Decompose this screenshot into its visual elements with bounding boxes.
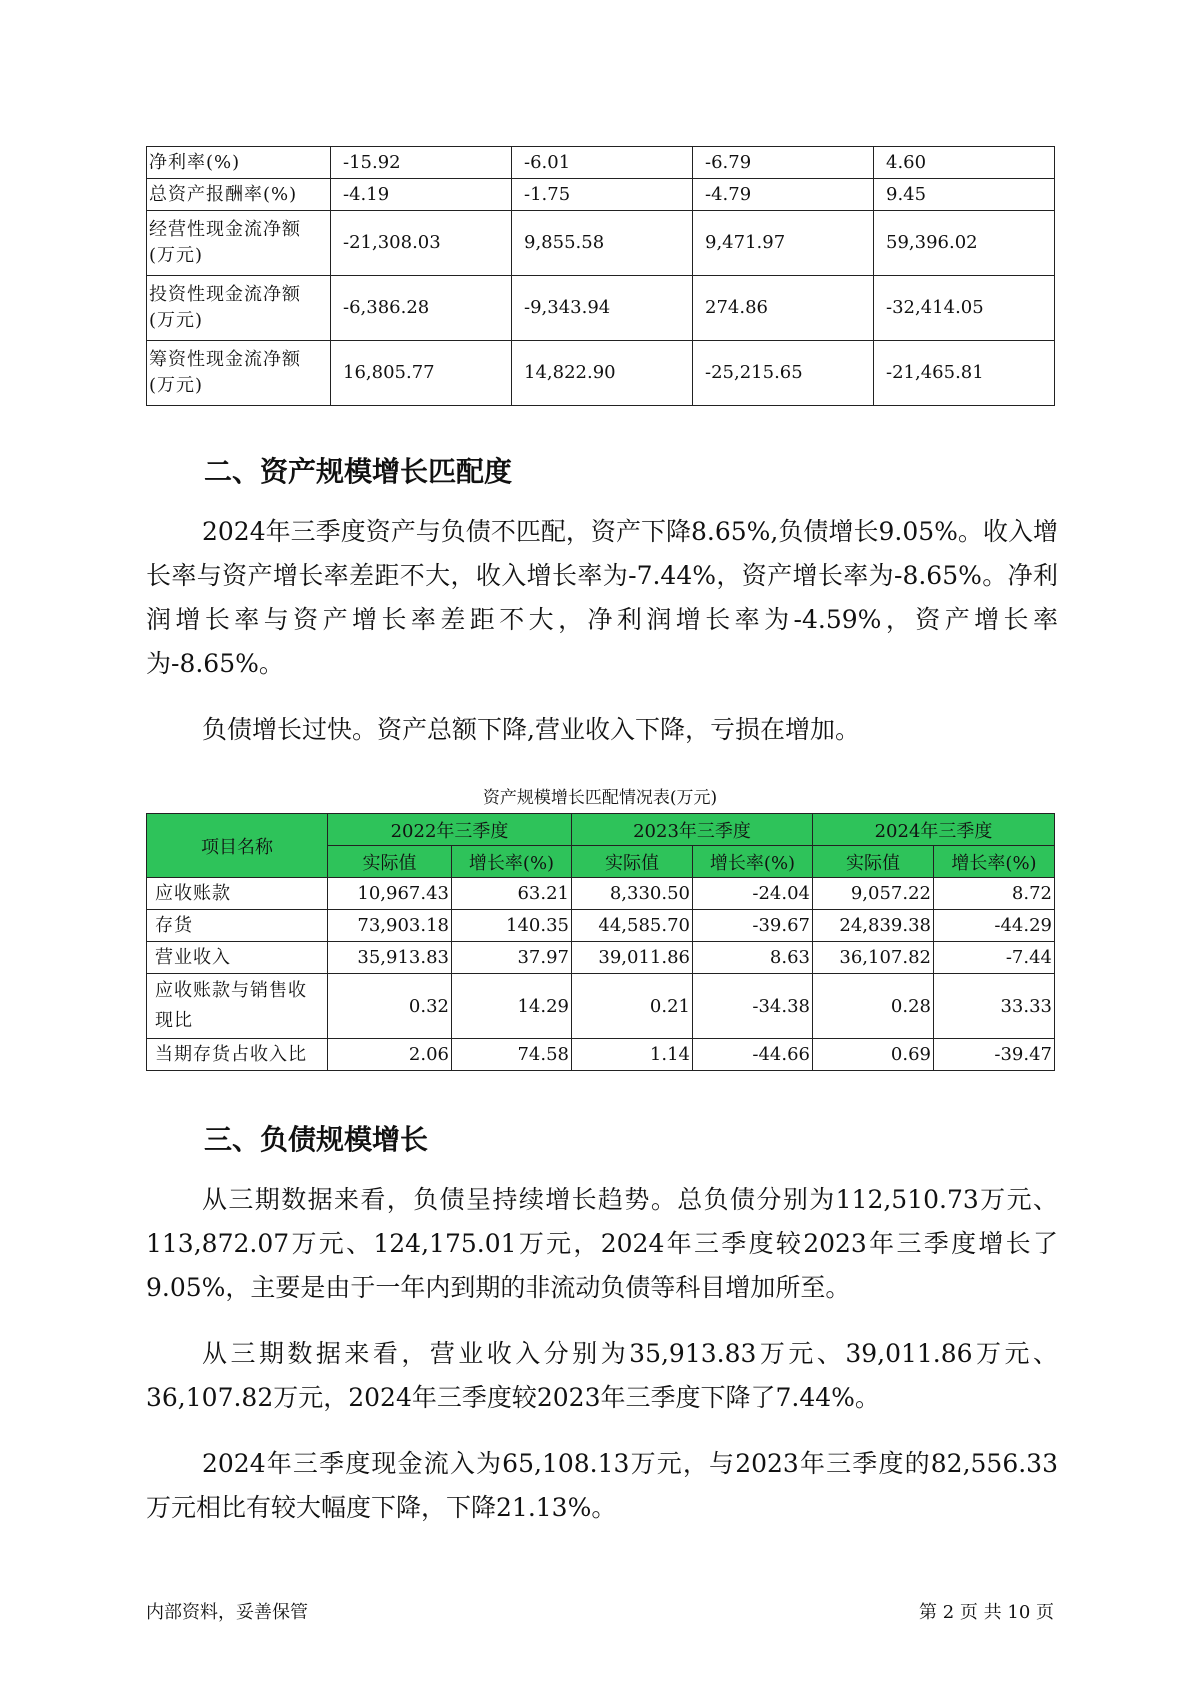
cell-value: 274.86 — [693, 276, 874, 341]
table-row — [147, 1039, 1055, 1071]
cell-value: 36,107.82 — [813, 942, 934, 974]
cell-value: -7.44 — [934, 942, 1055, 974]
table-row — [147, 147, 1055, 179]
footer-page-number: 第 2 页 共 10 页 — [919, 1602, 1054, 1623]
cell-value: -24.04 — [693, 878, 813, 910]
cell-value: -21,308.03 — [331, 211, 512, 276]
cell-value: -39.67 — [693, 910, 813, 942]
growth-rate-header: 增长率(%) — [693, 846, 813, 878]
section-paragraph: 从三期数据来看，营业收入分别为35,913.83万元、39,011.86万元、36,107.82万元，2024年三季度较2023年三季度下降了7.44%。 — [146, 1339, 1058, 1412]
row-label: 存货 — [147, 910, 328, 942]
cell-value: 4.60 — [874, 147, 1055, 179]
cell-value: 63.21 — [452, 878, 572, 910]
cell-value: -44.66 — [693, 1039, 813, 1071]
cell-value: 44,585.70 — [572, 910, 693, 942]
row-label: 营业收入 — [147, 942, 328, 974]
cell-value: -25,215.65 — [693, 341, 874, 406]
section-heading: 三、负债规模增长 — [204, 1123, 429, 1156]
cell-value: 73,903.18 — [328, 910, 452, 942]
cell-value: -6,386.28 — [331, 276, 512, 341]
table-header-row — [147, 814, 1055, 846]
cell-value: -44.29 — [934, 910, 1055, 942]
row-label: 当期存货占收入比 — [147, 1039, 328, 1071]
cell-value: 2.06 — [328, 1039, 452, 1071]
growth-rate-header: 增长率(%) — [934, 846, 1055, 878]
cell-value: -15.92 — [331, 147, 512, 179]
cell-value: -9,343.94 — [512, 276, 693, 341]
cell-value: 0.28 — [813, 974, 934, 1039]
cell-value: 9,855.58 — [512, 211, 693, 276]
table-row — [147, 942, 1055, 974]
footer-confidential-note: 内部资料，妥善保管 — [146, 1602, 308, 1623]
cell-value: 0.32 — [328, 974, 452, 1039]
actual-value-header: 实际值 — [328, 846, 452, 878]
cell-value: 37.97 — [452, 942, 572, 974]
cell-value: -1.75 — [512, 179, 693, 211]
cell-value: 74.58 — [452, 1039, 572, 1071]
cell-value: 9.45 — [874, 179, 1055, 211]
growth-rate-header: 增长率(%) — [452, 846, 572, 878]
row-label: 总资产报酬率(%) — [147, 179, 331, 211]
cell-value: -32,414.05 — [874, 276, 1055, 341]
period-header: 2023年三季度 — [572, 814, 813, 846]
cell-value: 9,057.22 — [813, 878, 934, 910]
cell-value: 0.69 — [813, 1039, 934, 1071]
asset-growth-table — [146, 813, 1055, 1071]
cell-value: 140.35 — [452, 910, 572, 942]
cell-value: 24,839.38 — [813, 910, 934, 942]
section-paragraph: 2024年三季度资产与负债不匹配，资产下降8.65%,负债增长9.05%。收入增长率与资产增长率差距不大，收入增长率为-7.44%，资产增长率为-8.65%。净利润增长率与资产增长率差距不大，净利润增长率为-4.59%，资产增长率为-8.65%。 — [146, 517, 1058, 678]
cell-value: -21,465.81 — [874, 341, 1055, 406]
cell-value: -6.79 — [693, 147, 874, 179]
row-label: 应收账款与销售收现比 — [147, 974, 328, 1039]
cell-value: -39.47 — [934, 1039, 1055, 1071]
cell-value: -6.01 — [512, 147, 693, 179]
cell-value: 9,471.97 — [693, 211, 874, 276]
cell-value: -4.79 — [693, 179, 874, 211]
cell-value: 8.72 — [934, 878, 1055, 910]
cell-value: 1.14 — [572, 1039, 693, 1071]
table-row — [147, 341, 1055, 406]
cell-value: 33.33 — [934, 974, 1055, 1039]
table-row — [147, 276, 1055, 341]
cell-value: 14.29 — [452, 974, 572, 1039]
cell-value: 8.63 — [693, 942, 813, 974]
row-label: 投资性现金流净额(万元) — [147, 276, 331, 341]
period-header: 2022年三季度 — [328, 814, 572, 846]
actual-value-header: 实际值 — [813, 846, 934, 878]
cell-value: 14,822.90 — [512, 341, 693, 406]
cell-value: 10,967.43 — [328, 878, 452, 910]
actual-value-header: 实际值 — [572, 846, 693, 878]
item-name-header: 项目名称 — [147, 814, 328, 878]
table-row — [147, 211, 1055, 276]
table-row — [147, 974, 1055, 1039]
cell-value: 16,805.77 — [331, 341, 512, 406]
section-paragraph: 2024年三季度现金流入为65,108.13万元，与2023年三季度的82,556.33万元相比有较大幅度下降，下降21.13%。 — [146, 1449, 1058, 1522]
financial-metrics-table — [146, 146, 1055, 406]
cell-value: 0.21 — [572, 974, 693, 1039]
section-heading: 二、资产规模增长匹配度 — [204, 455, 513, 488]
cell-value: 59,396.02 — [874, 211, 1055, 276]
cell-value: -34.38 — [693, 974, 813, 1039]
cell-value: 39,011.86 — [572, 942, 693, 974]
cell-value: 35,913.83 — [328, 942, 452, 974]
row-label: 应收账款 — [147, 878, 328, 910]
row-label: 筹资性现金流净额(万元) — [147, 341, 331, 406]
table-row — [147, 179, 1055, 211]
table-caption: 资产规模增长匹配情况表(万元) — [482, 788, 718, 808]
period-header: 2024年三季度 — [813, 814, 1055, 846]
cell-value: 8,330.50 — [572, 878, 693, 910]
cell-value: -4.19 — [331, 179, 512, 211]
row-label: 净利率(%) — [147, 147, 331, 179]
row-label: 经营性现金流净额(万元) — [147, 211, 331, 276]
section-paragraph: 从三期数据来看，负债呈持续增长趋势。总负债分别为112,510.73万元、113,872.07万元、124,175.01万元，2024年三季度较2023年三季度增长了9.05%，主要是由于一年内到期的非流动负债等科目增加所至。 — [146, 1185, 1058, 1302]
section-paragraph: 负债增长过快。资产总额下降,营业收入下降，亏损在增加。 — [202, 715, 860, 744]
table-row — [147, 910, 1055, 942]
table-row — [147, 878, 1055, 910]
